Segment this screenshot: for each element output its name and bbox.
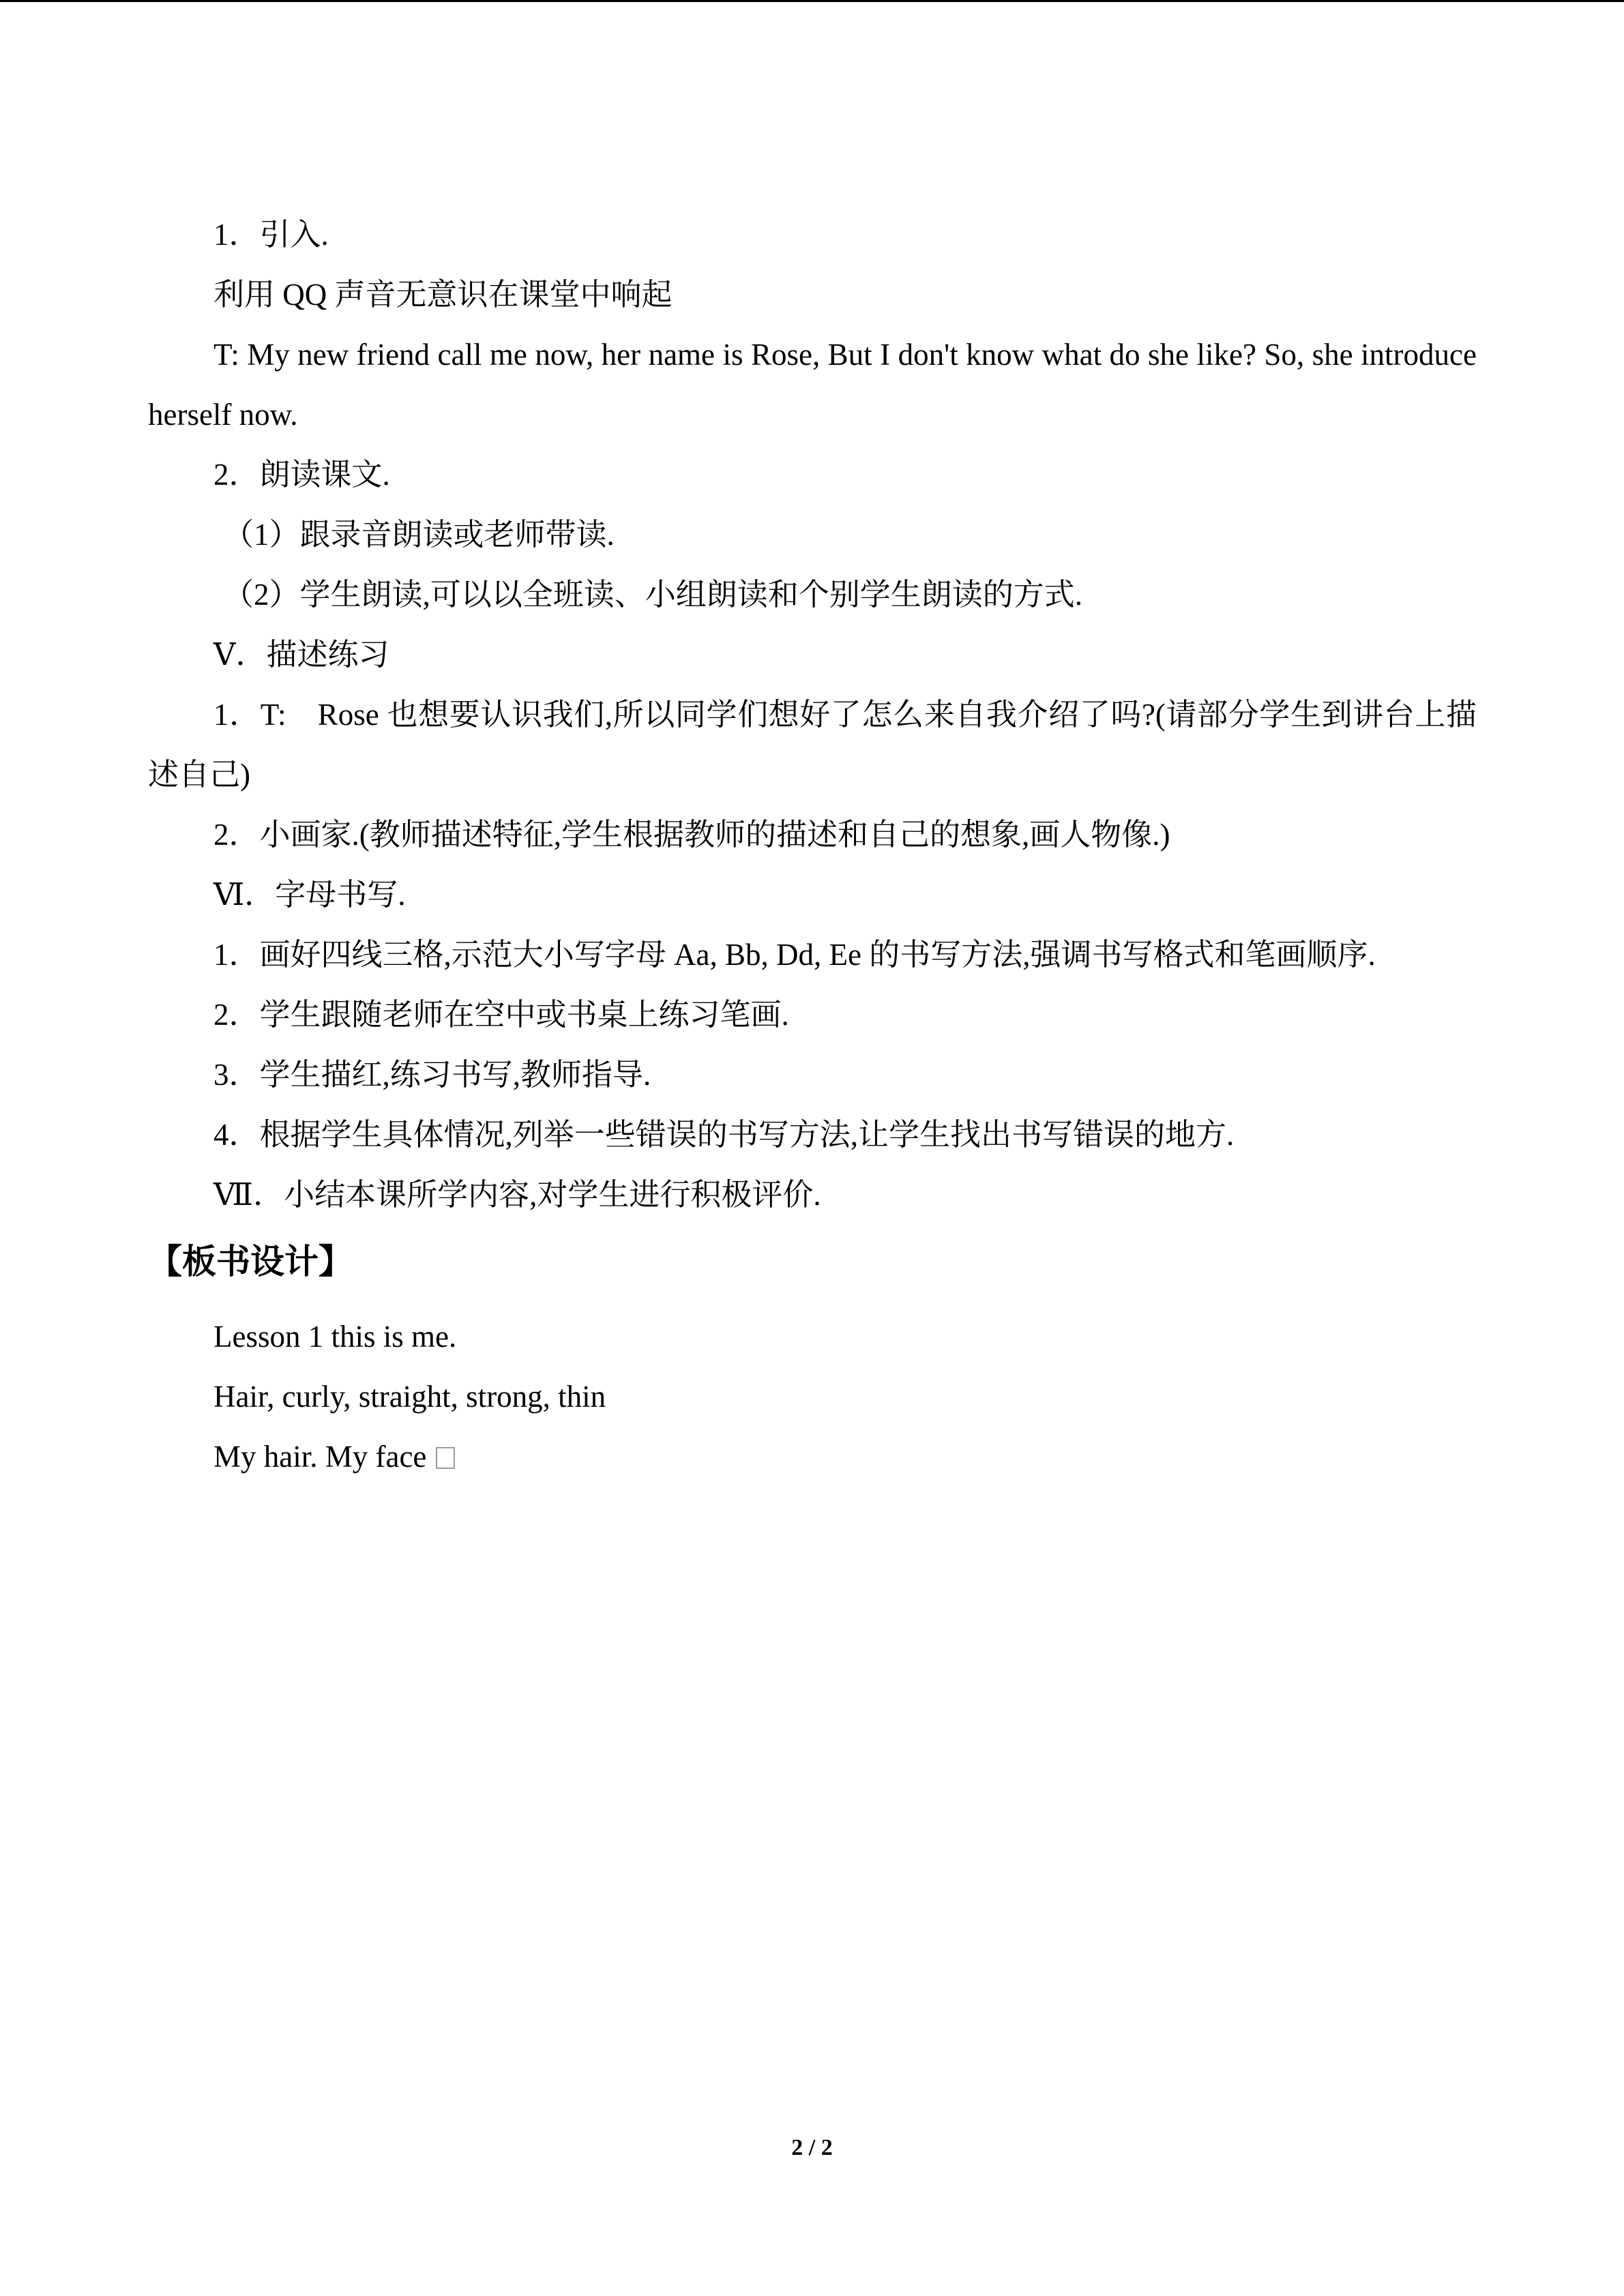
describe-step-2: 2．小画家.(教师描述特征,学生根据教师的描述和自己的想象,画人物像.) — [213, 818, 1170, 852]
document-body — [148, 205, 1477, 1487]
read-substep-1: （1）跟录音朗读或老师带读. — [223, 518, 615, 552]
board-line-phrases — [148, 1427, 1477, 1487]
writing-step-1: 1．画好四线三格,示范大小写字母 Aa, Bb, Dd, Ee 的书写方法,强调书写格式和笔画顺序. — [213, 938, 1376, 972]
intro-detail: 利用 QQ 声音无意识在课堂中响起 — [213, 278, 673, 312]
board-line-lesson: Lesson 1 this is me. — [213, 1320, 457, 1354]
describe-step-1: 1．T: Rose 也想要认识我们,所以同学们想好了怎么来自我介绍了吗?(请部分学生到讲台上描述自己) — [148, 698, 1477, 792]
page-number: 2 / 2 — [791, 2135, 833, 2160]
missing-glyph-box-icon — [436, 1447, 455, 1469]
board-line-words: Hair, curly, straight, strong, thin — [213, 1380, 606, 1414]
board-design-heading: 【板书设计】 — [148, 1242, 353, 1281]
section-v-heading: Ⅴ．描述练习 — [213, 638, 389, 672]
board-line-phrases-text: My hair. My face — [213, 1440, 427, 1474]
writing-step-2: 2．学生跟随老师在空中或书桌上练习笔画. — [213, 998, 789, 1032]
writing-step-4: 4．根据学生具体情况,列举一些错误的书写方法,让学生找出书写错误的地方. — [213, 1118, 1235, 1152]
section-vii-summary: Ⅶ．小结本课所学内容,对学生进行积极评价. — [213, 1178, 821, 1212]
section-vi-heading: Ⅵ．字母书写. — [213, 878, 406, 912]
step-intro: 1．引入. — [213, 218, 329, 252]
read-substep-2: （2）学生朗读,可以以全班读、小组朗读和个别学生朗读的方式. — [223, 578, 1083, 612]
writing-step-3: 3．学生描红,练习书写,教师指导. — [213, 1058, 651, 1092]
top-border-rule — [0, 0, 1624, 2]
teacher-dialogue: T: My new friend call me now, her name is Rose, But I don't know what do she like? So, she introduce herself now. — [148, 338, 1477, 432]
step-read-text: 2．朗读课文. — [213, 458, 390, 492]
